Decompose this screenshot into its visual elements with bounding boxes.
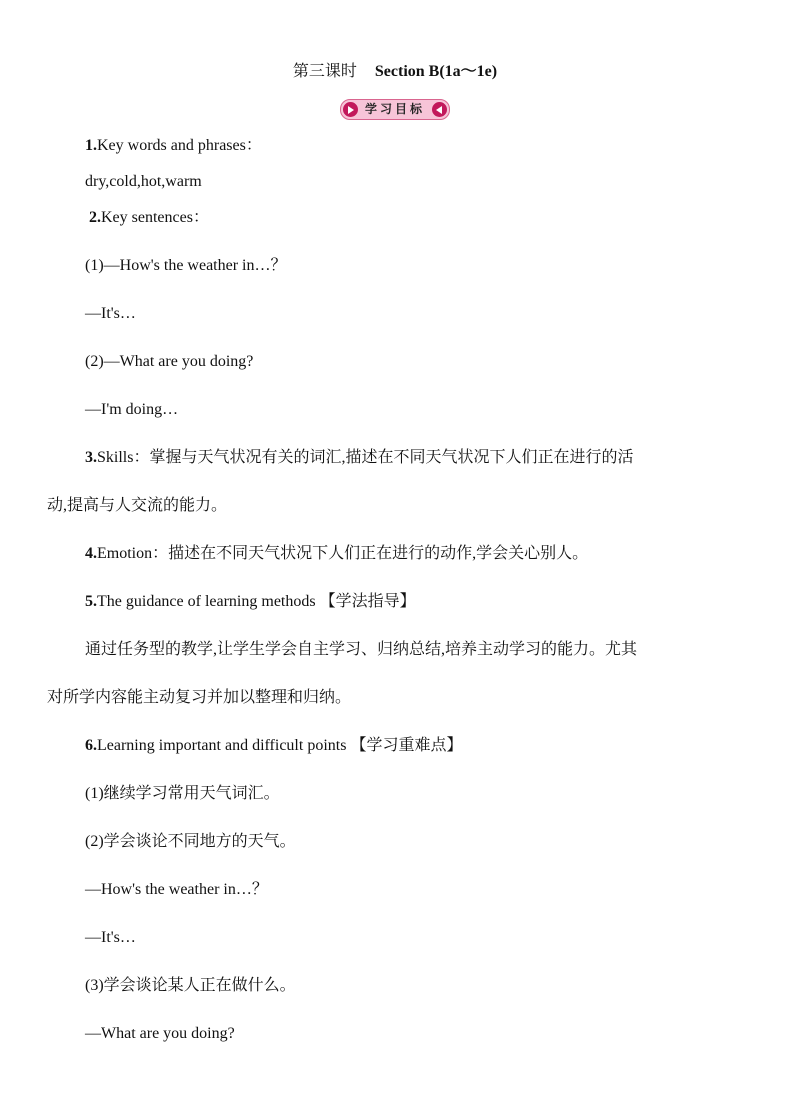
emotion-line: 4.Emotion：描述在不同天气状况下人们正在进行的动作,学会关心别人。: [85, 545, 589, 562]
key-words-heading: 1.Key words and phrases：: [85, 137, 262, 154]
point-3-question: —What are you doing?: [85, 1025, 235, 1042]
key-sentences-heading: 2.Key sentences：: [89, 209, 209, 226]
point-1: (1)继续学习常用天气词汇。: [85, 785, 280, 802]
section-badge-wrap: [0, 99, 790, 120]
methods-text-1: 通过任务型的教学,让学生学会自主学习、归纳总结,培养主动学习的能力。尤其: [85, 641, 638, 658]
sentence-2-answer: —I'm doing…: [85, 401, 179, 418]
point-2-question: —How's the weather in…？: [85, 881, 268, 898]
section-label: Section B(1a～1e): [374, 63, 498, 80]
methods-text-2: 对所学内容能主动复习并加以整理和归纳。: [47, 689, 352, 706]
point-2-answer: —It's…: [85, 929, 136, 946]
sentence-2-question: (2)—What are you doing?: [85, 353, 254, 370]
sentence-1-answer: —It's…: [85, 305, 136, 322]
points-heading: 6.Learning important and difficult points 【学习重难点】: [85, 737, 463, 754]
methods-heading: 5.The guidance of learning methods 【学法指导】: [85, 593, 416, 610]
badge-label: 学习目标: [364, 102, 425, 116]
learning-goals-badge: [340, 99, 450, 120]
skills-line-2: 动,提高与人交流的能力。: [47, 497, 228, 514]
sentence-1-question: (1)—How's the weather in…？: [85, 257, 287, 274]
page-title: [0, 61, 790, 83]
arrow-left-icon: [432, 102, 447, 117]
key-words-list: dry,cold,hot,warm: [85, 173, 202, 190]
skills-line: 3.Skills：掌握与天气状况有关的词汇,描述在不同天气状况下人们正在进行的活: [85, 449, 634, 466]
lesson-label: 第三课时: [292, 63, 357, 80]
arrow-right-icon: [343, 102, 358, 117]
point-2: (2)学会谈论不同地方的天气。: [85, 833, 296, 850]
point-3: (3)学会谈论某人正在做什么。: [85, 977, 296, 994]
